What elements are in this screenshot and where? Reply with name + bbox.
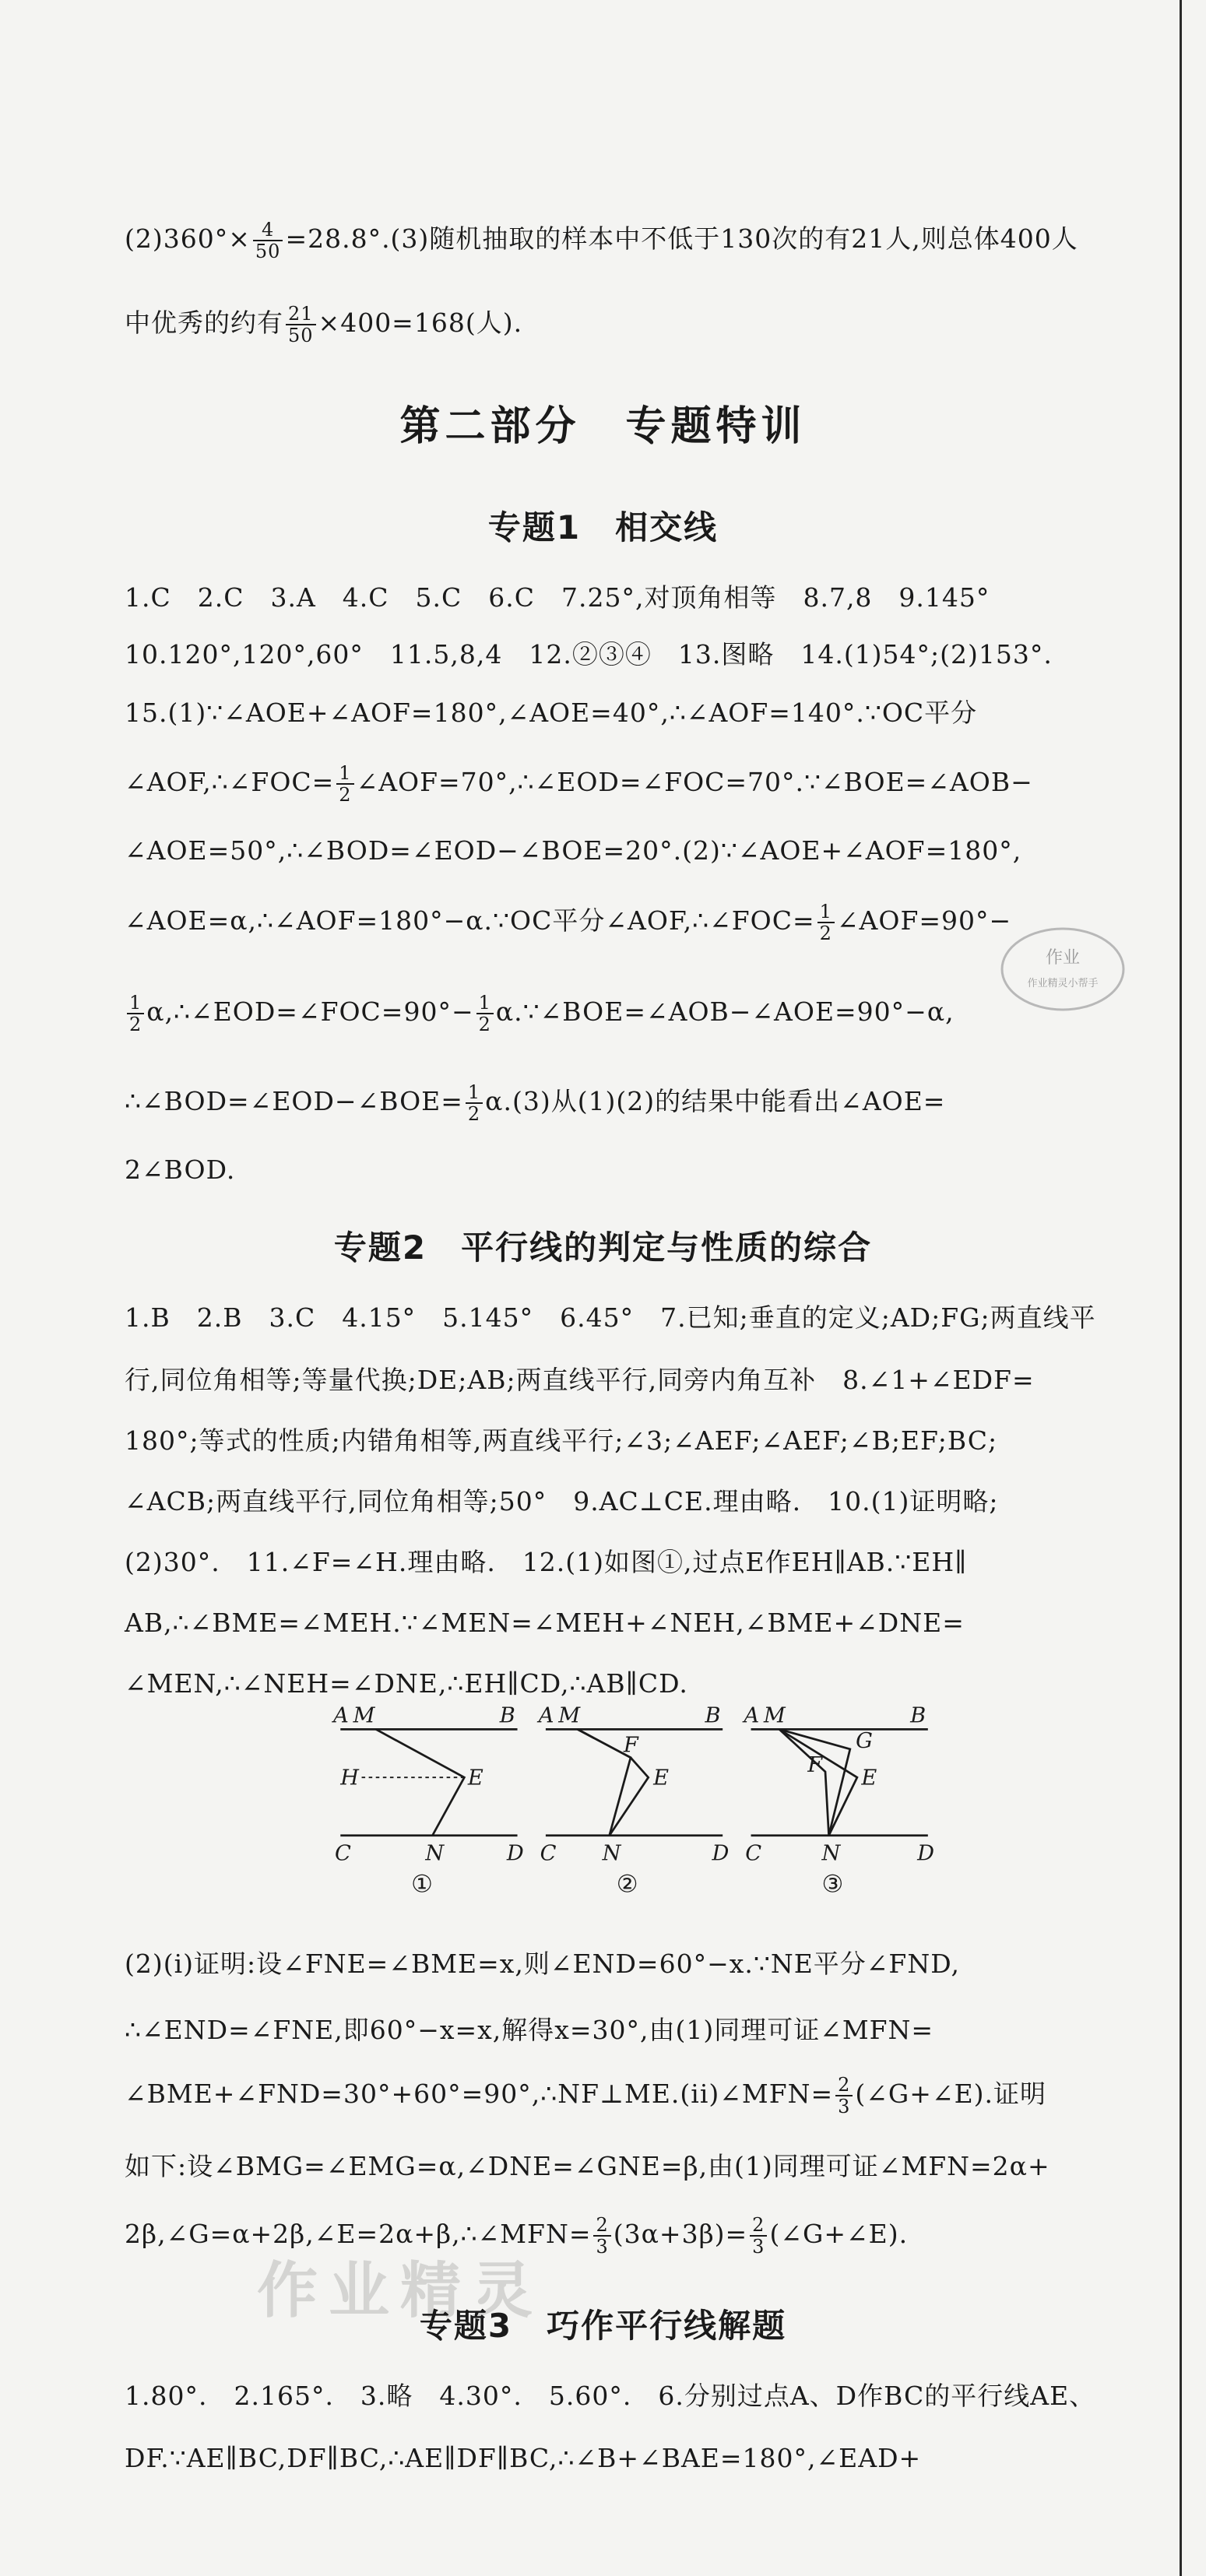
svg-text:F: F (623, 1733, 638, 1758)
text: (2)360°× (125, 223, 251, 254)
svg-text:N: N (821, 1841, 841, 1866)
topic2-line: 如下:设∠BMG=∠EMG=α,∠DNE=∠GNE=β,由(1)同理可证∠MFN=2α+ (125, 2151, 1050, 2181)
topic2-line: (2)(i)证明:设∠FNE=∠BME=x,则∠END=60°−x.∵NE平分∠FND, (125, 1949, 960, 1979)
watermark: 作业精灵 (257, 2256, 544, 2326)
svg-text:③: ③ (821, 1870, 844, 1899)
topic1-line: 15.(1)∵∠AOE+∠AOF=180°,∠AOE=40°,∴∠AOF=140°.∵OC平分 (125, 698, 978, 728)
topic2-line: (2)30°. 11.∠F=∠H.理由略. 12.(1)如图①,过点E作EH∥AB.∵EH∥ (125, 1547, 968, 1577)
intro-line-1 (125, 220, 1168, 262)
text: 中优秀的约有 (125, 308, 283, 338)
topic1-line: ∠AOE=α,∴∠AOF=180°−α.∵OC平分∠AOF,∴∠FOC= $\frac{1}{2}$ ∠AOF=90°− (125, 901, 1012, 944)
svg-text:②: ② (616, 1870, 638, 1899)
topic1-line: ∴∠BOD=∠EOD−∠BOE= $\frac{1}{2}$ α.(3)从(1)(2)的结果中能看出∠AOE= (125, 1081, 946, 1125)
topic1-line: ∠AOF,∴∠FOC= $\frac{1}{2}$ ∠AOF=70°,∴∠EOD=∠FOC=70°.∵∠BOE=∠AOB− (125, 762, 1033, 806)
svg-text:E: E (653, 1766, 669, 1791)
svg-text:D: D (917, 1841, 935, 1866)
topic2-line: 1.B 2.B 3.C 4.15° 5.145° 6.45° 7.已知;垂直的定义;AD;FG;两直线平 (125, 1302, 1096, 1333)
svg-text:M: M (353, 1703, 375, 1728)
topic1-line: 2∠BOD. (125, 1154, 236, 1185)
topic1-line: 1.C 2.C 3.A 4.C 5.C 6.C 7.25°,对顶角相等 8.7,8 9.145° (125, 582, 990, 613)
intro-line-2 (125, 304, 1168, 346)
topic2-line: ∠ACB;两直线平行,同位角相等;50° 9.AC⊥CE.理由略. 10.(1)证明略; (125, 1486, 999, 1516)
parallel-lines-figure (296, 1701, 965, 1935)
svg-text:D: D (506, 1841, 524, 1866)
svg-text:C: C (745, 1841, 762, 1866)
topic1-line: $\frac{1}{2}$ α,∴∠EOD=∠FOC=90°− $\frac{1}{2}$ α.∵∠BOE=∠AOB−∠AOE=90°−α, (125, 993, 1168, 1035)
topic3-heading: 专题3 巧作平行线解题 (419, 2307, 787, 2345)
svg-text:D: D (712, 1841, 730, 1866)
topic3-line: DF.∵AE∥BC,DF∥BC,∴AE∥DF∥BC,∴∠B+∠BAE=180°,∠EAD+ (125, 2443, 922, 2473)
svg-text:N: N (602, 1841, 621, 1866)
page-edge-line (1180, 0, 1182, 2576)
svg-text:A: A (538, 1703, 554, 1728)
topic1-heading: 专题1 相交线 (487, 508, 719, 546)
topic2-line: 2β,∠G=α+2β,∠E=2α+β,∴∠MFN= $\frac{2}{3}$ (3α+3β)= $\frac{2}{3}$ (∠G+∠E). (125, 2214, 909, 2258)
topic2-line: ∴∠END=∠FNE,即60°−x=x,解得x=30°,由(1)同理可证∠MFN= (125, 2015, 934, 2045)
text: =28.8°.(3)随机抽取的样本中不低于130次的有21人,则总体400人 (285, 223, 1078, 254)
topic2-line: 180°;等式的性质;内错角相等,两直线平行;∠3;∠AEF;∠AEF;∠B;EF;BC; (125, 1425, 998, 1456)
topic2-line: AB,∴∠BME=∠MEH.∵∠MEN=∠MEH+∠NEH,∠BME+∠DNE= (125, 1608, 965, 1638)
svg-text:G: G (856, 1729, 873, 1753)
part-title: 第二部分 专题特训 (399, 403, 807, 450)
svg-text:F: F (807, 1752, 823, 1777)
svg-text:作业: 作业 (1045, 948, 1081, 968)
topic2-heading: 专题2 平行线的判定与性质的综合 (333, 1228, 873, 1267)
topic2-line: ∠MEN,∴∠NEH=∠DNE,∴EH∥CD,∴AB∥CD. (125, 1668, 688, 1699)
svg-text:①: ① (411, 1870, 433, 1899)
svg-text:A: A (333, 1703, 349, 1728)
topic2-line: 行,同位角相等;等量代换;DE;AB;两直线平行,同旁内角互补 8.∠1+∠EDF= (125, 1365, 1035, 1395)
svg-text:B: B (705, 1703, 721, 1728)
svg-text:B: B (499, 1703, 515, 1728)
svg-text:B: B (910, 1703, 926, 1728)
svg-text:H: H (340, 1766, 360, 1791)
svg-text:N: N (425, 1841, 445, 1866)
svg-text:A: A (744, 1703, 760, 1728)
svg-text:C: C (540, 1841, 557, 1866)
text: ×400=168(人). (318, 308, 523, 338)
svg-text:E: E (861, 1766, 877, 1791)
svg-text:M: M (558, 1703, 581, 1728)
stamp-logo-icon (997, 923, 1129, 1016)
svg-text:C: C (335, 1841, 351, 1866)
topic3-line: 1.80°. 2.165°. 3.略 4.30°. 5.60°. 6.分别过点A、D作BC的平行线AE、 (125, 2381, 1096, 2411)
topic1-line: 10.120°,120°,60° 11.5,8,4 12.②③④ 13.图略 14.(1)54°;(2)153°. (125, 639, 1053, 669)
fraction: $\frac{4}{50}$ (253, 220, 283, 262)
topic2-line: ∠BME+∠FND=30°+60°=90°,∴NF⊥ME.(ii)∠MFN= $\frac{2}{3}$ (∠G+∠E).证明 (125, 2074, 1047, 2117)
topic1-line: ∠AOE=50°,∴∠BOD=∠EOD−∠BOE=20°.(2)∵∠AOE+∠AOF=180°, (125, 835, 1022, 866)
fraction: $\frac{21}{50}$ (286, 304, 316, 346)
svg-text:E: E (467, 1766, 483, 1791)
svg-text:作业精灵小帮手: 作业精灵小帮手 (1027, 978, 1099, 989)
svg-text:M: M (763, 1703, 786, 1728)
